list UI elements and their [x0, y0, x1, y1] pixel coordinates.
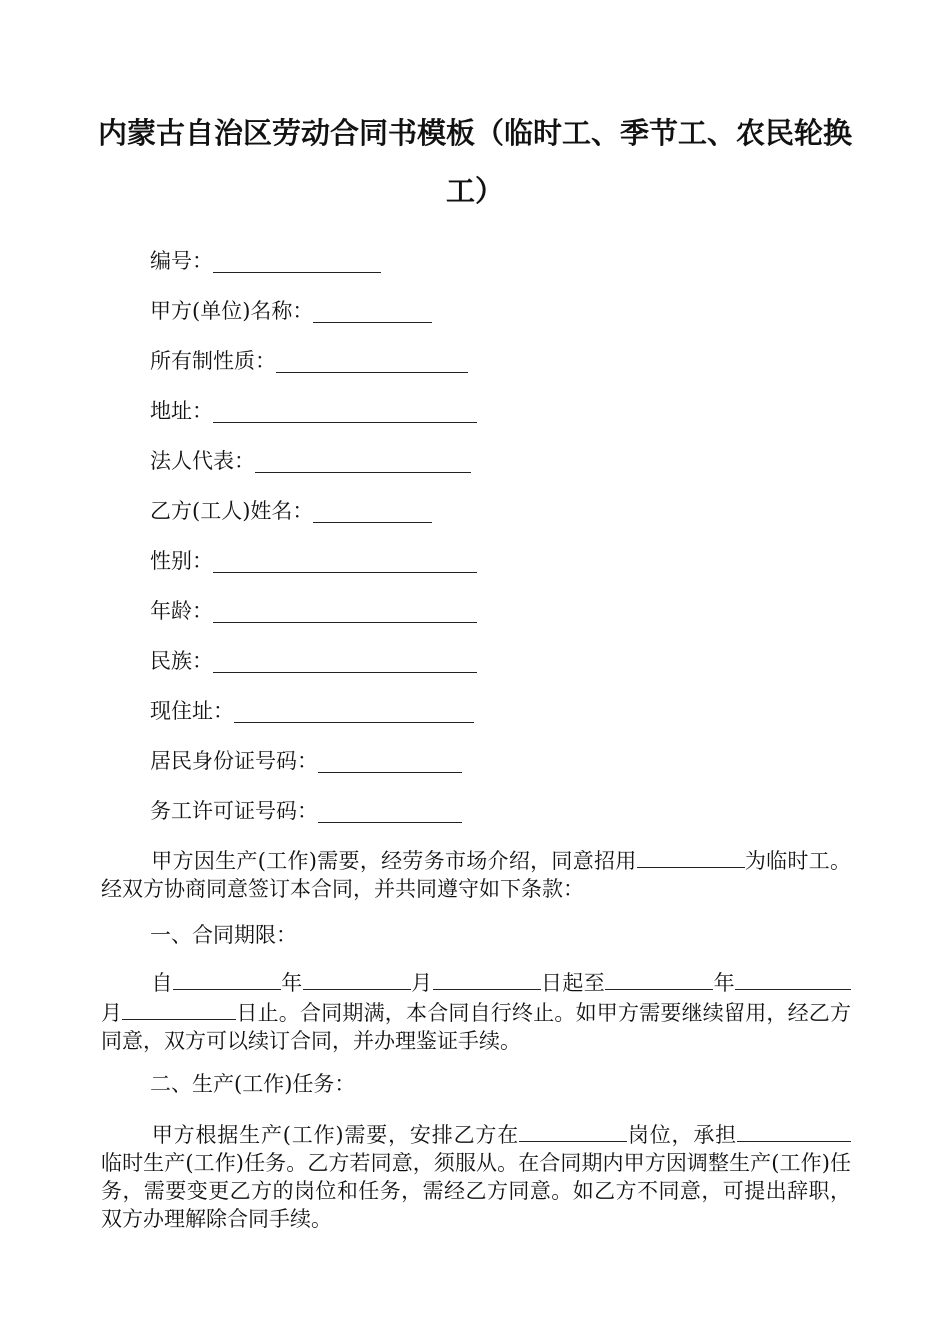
field-label: 乙方(工人)姓名：	[150, 499, 314, 523]
contract-term-paragraph	[101, 967, 851, 1055]
section-heading-contract-term: 一、合同期限：	[150, 923, 297, 947]
field-blank-line	[318, 745, 462, 773]
text-month: 月	[101, 1001, 123, 1025]
text-year: 年	[280, 971, 303, 995]
blank-line	[735, 967, 851, 990]
intro-text-1: 甲方因生产(工作)需要，经劳务市场介绍，同意招用	[151, 849, 637, 873]
field-current-address	[150, 695, 474, 727]
field-ethnicity	[150, 645, 477, 677]
blank-line	[637, 845, 745, 868]
field-label: 现住址：	[150, 699, 234, 723]
field-label: 居民身份证号码：	[150, 749, 318, 773]
field-label: 法人代表：	[150, 449, 255, 473]
text-term-rest: 日止。合同期满，本合同自行终止。如甲方需要继续留用，经乙方同意，双方可以续订合同，并办理鉴证手续。	[101, 1001, 852, 1053]
blank-line	[303, 967, 411, 990]
field-blank-line	[234, 695, 474, 723]
field-blank-line	[276, 345, 468, 373]
text-year: 年	[713, 971, 736, 995]
field-blank-line	[213, 545, 477, 573]
intro-text-2: 为临时工。经双方协商同意签订本合同，并共同遵守如下条款：	[101, 849, 851, 901]
field-label: 地址：	[150, 399, 213, 423]
document-title: 内蒙古自治区劳动合同书模板（临时工、季节工、农民轮换工）	[97, 116, 852, 208]
field-party-a-name	[150, 295, 432, 327]
task-text-1: 甲方根据生产(工作)需要，安排乙方在	[151, 1123, 520, 1147]
text-month: 月	[410, 971, 433, 995]
task-text-3: 临时生产(工作)任务。乙方若同意，须服从。在合同期内甲方因调整生产(工作)任务，需要变更乙方的岗位和任务，需经乙方同意。如乙方不同意，可提出辞职，双方办理解除合同手续。	[101, 1151, 851, 1231]
section-heading-work-task: 二、生产(工作)任务：	[150, 1072, 356, 1096]
field-blank-line	[313, 495, 432, 523]
field-label: 编号：	[150, 249, 213, 273]
field-age	[150, 595, 477, 627]
field-label: 性别：	[150, 549, 213, 573]
field-label: 甲方(单位)名称：	[150, 299, 314, 323]
text-day-to: 日起至	[540, 971, 606, 995]
field-party-b-name	[150, 495, 432, 527]
field-address	[150, 395, 477, 427]
field-blank-line	[213, 245, 381, 273]
field-blank-line	[213, 595, 477, 623]
blank-line	[173, 967, 281, 990]
field-blank-line	[213, 645, 477, 673]
intro-paragraph	[101, 845, 851, 903]
blank-line	[605, 967, 713, 990]
field-work-permit-number	[150, 795, 462, 827]
field-blank-line	[313, 295, 432, 323]
field-blank-line	[255, 445, 471, 473]
blank-line	[737, 1119, 851, 1142]
work-task-paragraph	[101, 1119, 851, 1233]
field-label: 年龄：	[150, 599, 213, 623]
field-id-number	[150, 745, 462, 777]
field-ownership-type	[150, 345, 468, 377]
field-label: 所有制性质：	[150, 349, 276, 373]
field-label: 民族：	[150, 649, 213, 673]
field-serial-number	[150, 245, 381, 277]
field-label: 务工许可证号码：	[150, 799, 318, 823]
field-blank-line	[318, 795, 462, 823]
field-blank-line	[213, 395, 477, 423]
text-from: 自	[151, 971, 173, 995]
blank-line	[519, 1119, 627, 1142]
field-legal-representative	[150, 445, 471, 477]
task-text-2: 岗位，承担	[627, 1123, 738, 1147]
blank-line	[433, 967, 541, 990]
field-gender	[150, 545, 477, 577]
blank-line	[122, 997, 236, 1020]
